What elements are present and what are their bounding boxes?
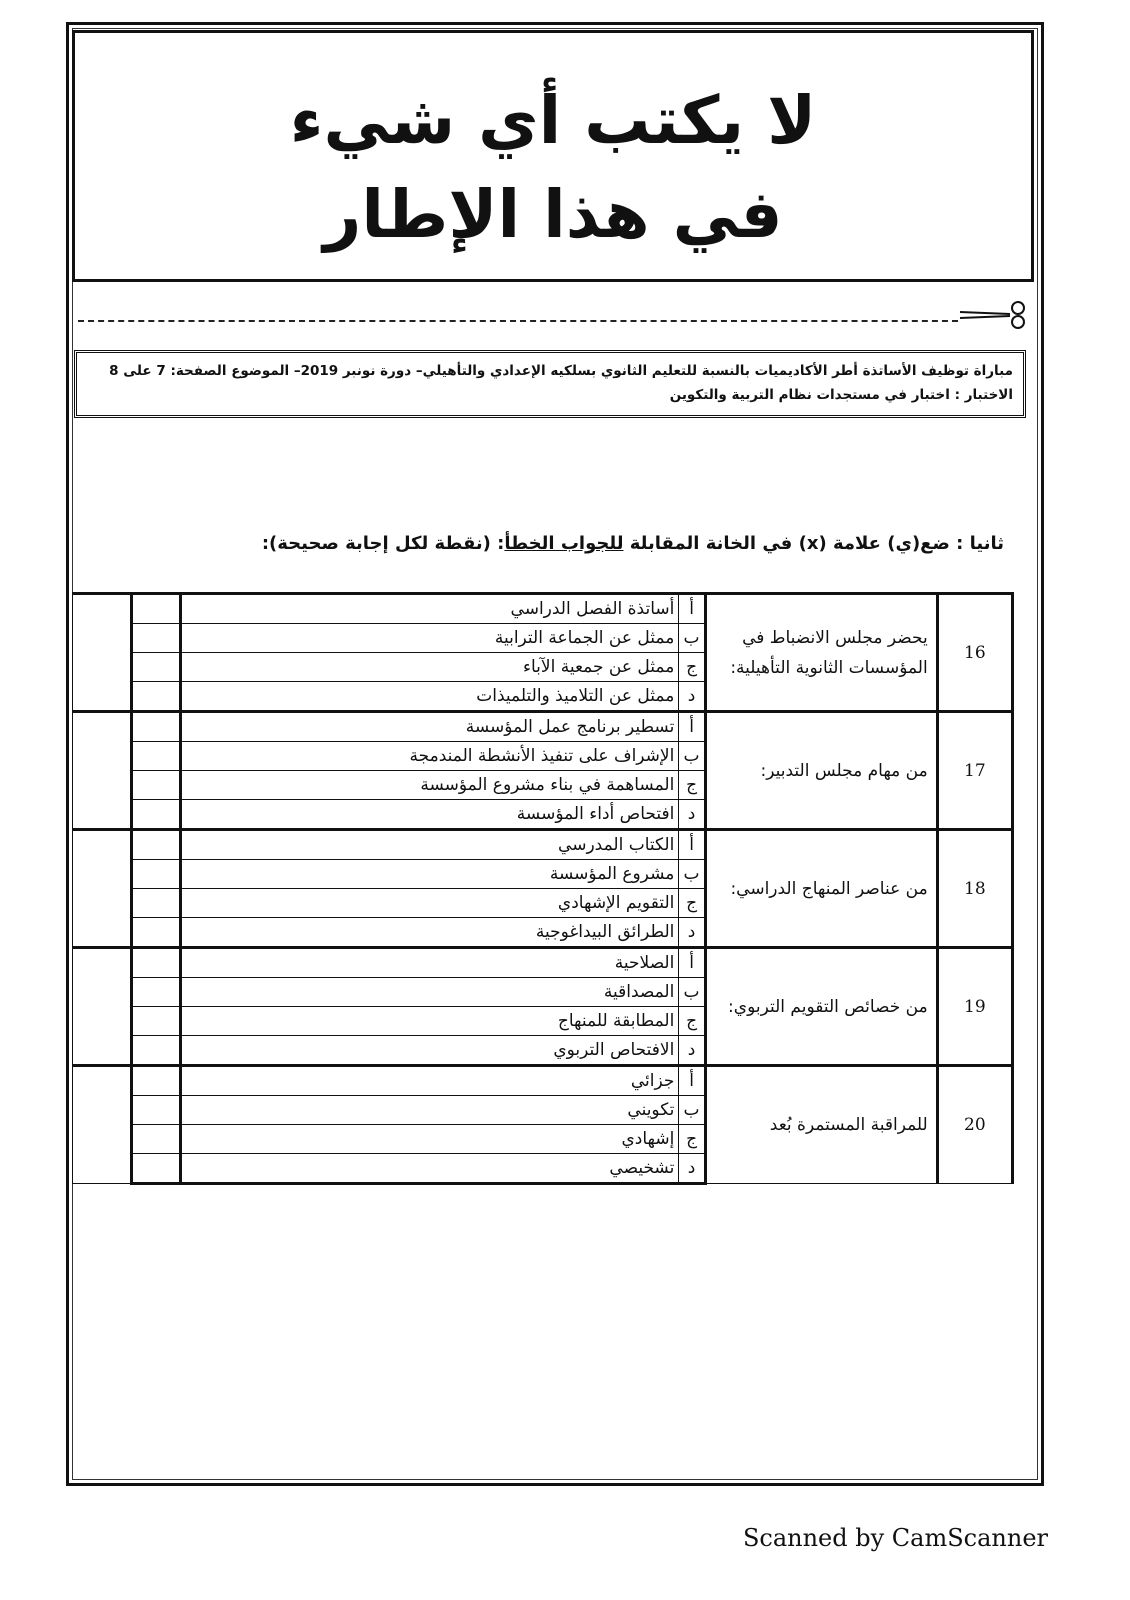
table-row <box>73 594 1013 624</box>
question-number: 19 <box>937 948 1012 1066</box>
answer-mark-cell[interactable] <box>132 1007 181 1036</box>
question-number: 17 <box>937 712 1012 830</box>
exam-header-line-2: الاختبار : اختبار في مستجدات نظام التربية والتكوين <box>669 387 1013 403</box>
option-text: افتحاص أداء المؤسسة <box>180 800 678 830</box>
cut-line <box>78 320 958 322</box>
option-letter: أ <box>679 948 705 978</box>
answer-mark-cell[interactable] <box>132 889 181 918</box>
option-letter: أ <box>679 594 705 624</box>
answer-mark-cell[interactable] <box>132 682 181 712</box>
answer-mark-cell[interactable] <box>132 712 181 742</box>
score-cell[interactable] <box>73 1066 132 1184</box>
answer-mark-cell[interactable] <box>132 948 181 978</box>
question-number: 20 <box>937 1066 1012 1184</box>
option-text: الإشراف على تنفيذ الأنشطة المندمجة <box>180 742 678 771</box>
option-letter: د <box>679 1036 705 1066</box>
option-letter: ج <box>679 889 705 918</box>
instruction-underlined: للجواب الخطأ <box>504 533 624 554</box>
exam-header-line-1: مباراة توظيف الأساتذة أطر الأكاديميات بالنسبة للتعليم الثانوي بسلكيه الإعدادي والتأهيلي– دورة نونبر 2019– الموضوع الصفحة: 7 على 8 <box>109 363 1013 379</box>
option-text: أساتذة الفصل الدراسي <box>180 594 678 624</box>
answer-mark-cell[interactable] <box>132 594 181 624</box>
exam-header <box>74 350 1026 418</box>
table-row <box>73 1066 1013 1096</box>
answer-mark-cell[interactable] <box>132 918 181 948</box>
score-cell[interactable] <box>73 594 132 712</box>
instruction <box>244 533 1004 554</box>
scissors-icon <box>958 300 1028 330</box>
option-text: المصداقية <box>180 978 678 1007</box>
option-letter: ج <box>679 771 705 800</box>
option-letter: د <box>679 682 705 712</box>
question-number: 18 <box>937 830 1012 948</box>
option-text: تسطير برنامج عمل المؤسسة <box>180 712 678 742</box>
option-text: الافتحاص التربوي <box>180 1036 678 1066</box>
option-text: إشهادي <box>180 1125 678 1154</box>
option-text: ممثل عن الجماعة الترابية <box>180 624 678 653</box>
table-row <box>73 948 1013 978</box>
answer-mark-cell[interactable] <box>132 978 181 1007</box>
answer-mark-cell[interactable] <box>132 1036 181 1066</box>
question-stem: من خصائص التقويم التربوي: <box>705 948 937 1066</box>
instruction-suffix: : (نقطة لكل إجابة صحيحة): <box>261 533 505 554</box>
option-text: جزائي <box>180 1066 678 1096</box>
score-cell[interactable] <box>73 830 132 948</box>
option-letter: ج <box>679 1007 705 1036</box>
scanner-watermark: Scanned by CamScanner <box>742 1524 1048 1552</box>
score-cell[interactable] <box>73 948 132 1066</box>
answer-mark-cell[interactable] <box>132 1154 181 1184</box>
no-write-box <box>72 30 1034 282</box>
no-write-line-2: في هذا الإطار <box>323 176 783 253</box>
table-row <box>73 712 1013 742</box>
option-text: الكتاب المدرسي <box>180 830 678 860</box>
answer-mark-cell[interactable] <box>132 653 181 682</box>
option-text: تشخيصي <box>180 1154 678 1184</box>
option-letter: د <box>679 918 705 948</box>
option-letter: ب <box>679 978 705 1007</box>
answer-mark-cell[interactable] <box>132 1125 181 1154</box>
question-stem: من مهام مجلس التدبير: <box>705 712 937 830</box>
answer-mark-cell[interactable] <box>132 771 181 800</box>
option-text: ممثل عن التلاميذ والتلميذات <box>180 682 678 712</box>
option-letter: ب <box>679 860 705 889</box>
option-text: التقويم الإشهادي <box>180 889 678 918</box>
option-letter: أ <box>679 830 705 860</box>
question-stem: من عناصر المنهاج الدراسي: <box>705 830 937 948</box>
option-text: الصلاحية <box>180 948 678 978</box>
option-letter: أ <box>679 712 705 742</box>
option-letter: د <box>679 1154 705 1184</box>
option-text: مشروع المؤسسة <box>180 860 678 889</box>
question-number: 16 <box>937 594 1012 712</box>
option-letter: ب <box>679 1096 705 1125</box>
questions-table <box>72 592 1014 1185</box>
answer-mark-cell[interactable] <box>132 1066 181 1096</box>
answer-mark-cell[interactable] <box>132 624 181 653</box>
option-letter: ب <box>679 624 705 653</box>
option-letter: د <box>679 800 705 830</box>
option-letter: ج <box>679 1125 705 1154</box>
table-row <box>73 830 1013 860</box>
option-letter: أ <box>679 1066 705 1096</box>
option-letter: ج <box>679 653 705 682</box>
answer-mark-cell[interactable] <box>132 742 181 771</box>
question-stem: يحضر مجلس الانضباط في المؤسسات الثانوية التأهيلية: <box>705 594 937 712</box>
no-write-line-1: لا يكتب أي شيء <box>289 82 817 159</box>
answer-mark-cell[interactable] <box>132 800 181 830</box>
score-cell[interactable] <box>73 712 132 830</box>
answer-mark-cell[interactable] <box>132 1096 181 1125</box>
option-letter: ب <box>679 742 705 771</box>
answer-mark-cell[interactable] <box>132 860 181 889</box>
option-text: ممثل عن جمعية الآباء <box>180 653 678 682</box>
option-text: الطرائق البيداغوجية <box>180 918 678 948</box>
answer-mark-cell[interactable] <box>132 830 181 860</box>
option-text: المساهمة في بناء مشروع المؤسسة <box>180 771 678 800</box>
option-text: تكويني <box>180 1096 678 1125</box>
question-stem: للمراقبة المستمرة بُعد <box>705 1066 937 1184</box>
option-text: المطابقة للمنهاج <box>180 1007 678 1036</box>
instruction-prefix: ثانيا : ضع(ي) علامة (x) في الخانة المقابلة <box>623 533 1004 554</box>
